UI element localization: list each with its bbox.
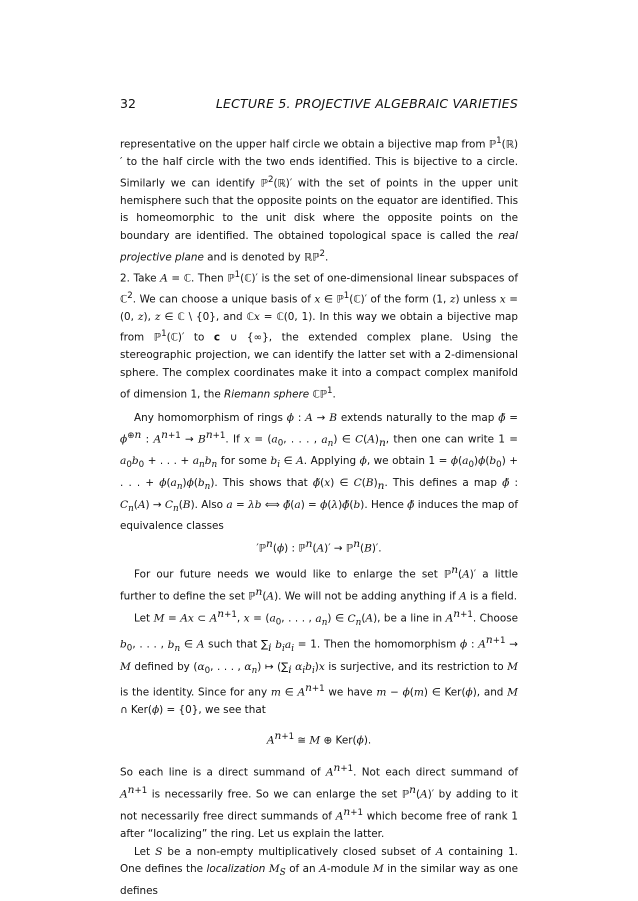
paragraph-homomorphism: Any homomorphism of rings ϕ : A → B extends naturally to the map ϕ̃ = $\phi^{\oplus n}$ : $A^{n+1} \to B^{n+1}$. If $x = (a_0$, . . . , $a_n$) ∈ $C(A)_n$, then one can write $1 = a_0b_0$ + . . . + $a_nb_n$ for some $b_i$ ∈ A. Applying ϕ, we obtain $1 = \phi(a_0)\phi(b_0)$ + . . . + $\phi(a_n)\phi(b_n)$. This shows that ϕ̃(x) ∈ $C(B)_n$. This defines a map ϕ̃ : $C_n(A) \to C_n(B)$. Also a = λb ⟺ ϕ̃(a) = ϕ(λ)ϕ̃(b). Hence ϕ̃ induces the map of equivalence classes <box>120 411 519 533</box>
running-head: LECTURE 5. PROJECTIVE ALGEBRAIC VARIETIES <box>215 96 518 111</box>
paragraph-future-needs: For our future needs we would like to enlarge the set ℙ$^n$(A)′ a little further to define the set ℙ$^n$(A). We will not be adding anything if A is a field. <box>120 564 518 603</box>
page-number: 32 <box>120 96 136 111</box>
paragraph-line: Let M = Ax ⊂ $A^{n+1}$, $x = (a_0$, . . . , $a_n$) ∈ $C_n(A)$, be a line in $A^{n+1}$. Choose $b_0$, . . . , $b_n$ ∈ A such that $\sum_i$ $b_ia_i = 1$. Then the homomorphism ϕ : $A^{n+1} \to M$ defined by ($\alpha_0$, . . . , $\alpha_n$) ↦ ($\sum_i$ $\alpha_ib_i)x$ is surjective, and its restriction to M is the identity. Since for any m ∈ $A^{n+1}$ we have m − ϕ(m) ∈ Ker(ϕ), and M ∩ Ker(ϕ) = {0}, we see that <box>120 608 519 717</box>
paragraph-item-2: 2. Take A = ℂ. Then ℙ$^1$(ℂ)′ is the set of one-dimensional linear subspaces of ℂ$^2$. We can choose a unique basis of x ∈ ℙ$^1$(ℂ)′ of the form (1, z) unless x = (0, z), z ∈ ℂ \ {0}, and ℂx = ℂ(0, 1). In this way we obtain a bijective map from ℙ$^1$(ℂ)′ to c ∪ {∞}, the extended complex plane. Using the stereographic projection, we can identify the latter set with a 2-dimensional sphere. The complex coordinates make it into a compact complex manifold of dimension 1, the Riemann sphere ℂℙ$^1$. <box>120 269 518 400</box>
paragraph-localization: Let S be a non-empty multiplicatively closed subset of A containing 1. One defines the localization $M_S$ of an A-module M in the similar way as one defines <box>120 845 518 898</box>
equation-induced-map: ′ℙ$^n$(ϕ) : ℙ$^n$(A)′ → ℙ$^n$(B)′. <box>256 538 382 555</box>
paragraph-direct-summand: So each line is a direct summand of $A^{n+1}$. Not each direct summand of $A^{n+1}$ is necessarily free. So we can enlarge the set ℙ$^n$(A)′ by adding to it not necessarily free direct summands of $A^{n+1}$ which become free of rank 1 after “localizing” the ring. Let us explain the latter. <box>120 762 519 841</box>
page-header <box>120 96 518 114</box>
equation-direct-sum: $A^{n+1}$ ≅ M ⊕ Ker(ϕ). <box>266 729 372 747</box>
body-text <box>120 133 518 901</box>
paragraph-continuation: representative on the upper half circle we obtain a bijective map from ℙ$^1$(ℝ)′ to the half circle with the two ends identified. This is bijective to a circle. Similarly we can identify ℙ$^2$(ℝ)′ with the set of points in the upper unit hemisphere such that the opposite points on the equator are identified. This is homeomorphic to the unit disk where the opposite points on the boundary are identified. The obtained topological space is called the real projective plane and is denoted by ℝℙ$^2$. <box>120 136 518 263</box>
